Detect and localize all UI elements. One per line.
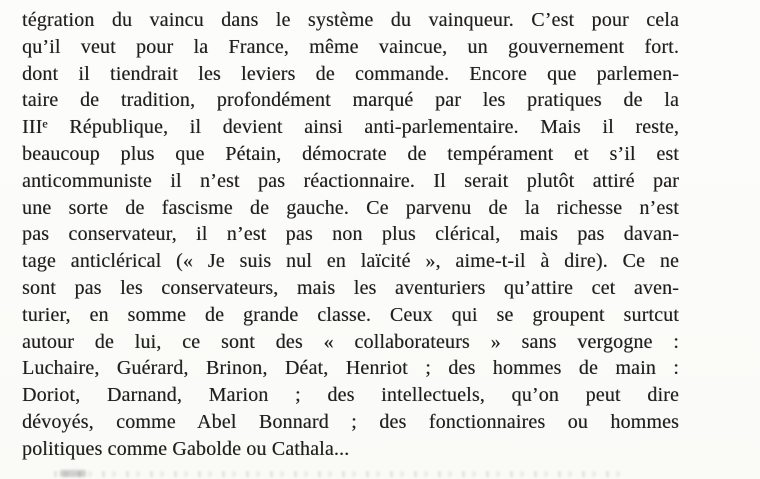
text-line: tégration du vaincu dans le système du vainqueur. C’est pour cela — [22, 9, 679, 31]
text-line: taire de tradition, profondément marqué par les pratiques de la — [22, 89, 679, 112]
text-line: Doriot, Darnand, Marion ; des intellectuels, qu’on peut dire — [22, 384, 679, 407]
text-line: qu’il veut pour la France, même vaincue, un gouvernement fort. — [22, 35, 679, 58]
text-line: dont il tiendrait les leviers de commande. Encore que parlemen- — [22, 62, 679, 85]
text-line: pas conservateur, il n’est pas non plus clérical, mais pas davan- — [22, 223, 679, 246]
next-line-cutoff — [54, 471, 624, 477]
text-line: autour de lui, ce sont des « collaborateurs » sans vergogne : — [22, 330, 679, 353]
page-text-block — [22, 7, 679, 463]
text-line-paragraph-end: politiques comme Gabolde ou Cathala... — [22, 437, 350, 460]
text-line: sont pas les conservateurs, mais les aventuriers qu’attire cet aven- — [22, 276, 679, 299]
text-line: turier, en somme de grande classe. Ceux qui se groupent surtcut — [22, 303, 679, 326]
text-line: anticommuniste il n’est pas réactionnaire. Il serait plutôt attiré par — [22, 169, 679, 192]
text-line: dévoyés, comme Abel Bonnard ; des fonctionnaires ou hommes — [22, 410, 679, 433]
text-line: tage anticlérical (« Je suis nul en laïcité », aime-t-il à dire). Ce ne — [22, 250, 679, 273]
text-line: beaucoup plus que Pétain, démocrate de tempérament et s’il est — [22, 142, 679, 165]
text-line: une sorte de fascisme de gauche. Ce parvenu de la richesse n’est — [22, 196, 679, 219]
text-line: IIIᵉ République, il devient ainsi anti-parlementaire. Mais il reste, — [22, 116, 679, 139]
next-line-cutoff-mark — [60, 470, 86, 477]
text-line: Luchaire, Guérard, Brinon, Déat, Henriot ; des hommes de main : — [22, 357, 679, 380]
